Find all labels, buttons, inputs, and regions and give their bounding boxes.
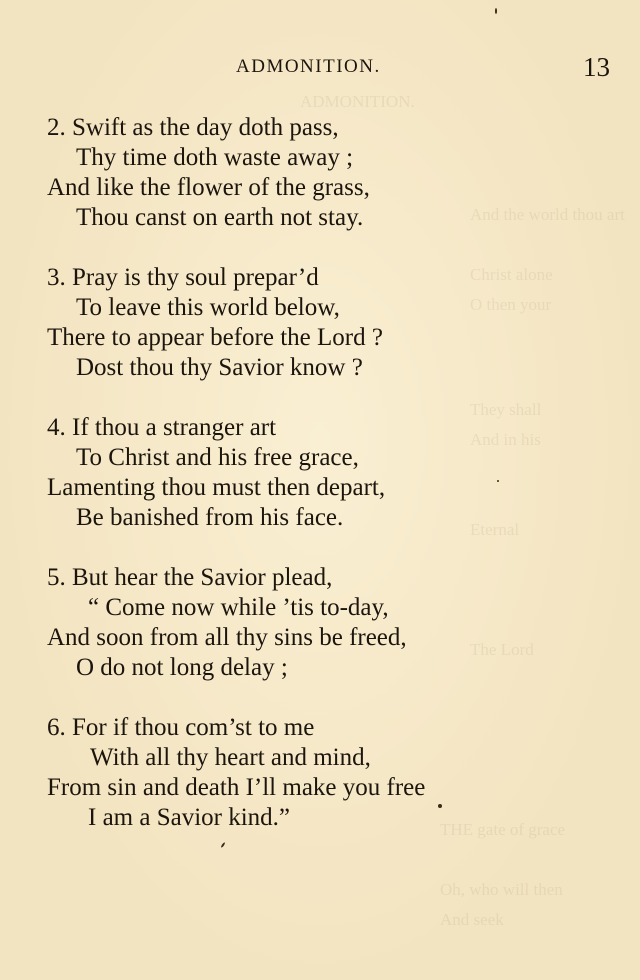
verse-line: Dost thou thy Savior know ? [76, 354, 363, 381]
bleed-through-texture: ADMONITION. And the world thou art Christ alone O then your They shall And in his Eternal The Lord THE gate of grace Oh, who will then And seek [300, 92, 625, 929]
verse-line: And soon from all thy sins be freed, [47, 624, 407, 651]
verse-line: I am a Savior kind.” [88, 804, 291, 831]
verse-line: And like the flower of the grass, [47, 174, 370, 201]
verse-line: To Christ and his free grace, [76, 444, 359, 471]
verse-line: There to appear before the Lord ? [47, 324, 383, 351]
verse-line: With all thy heart and mind, [90, 744, 371, 771]
verse-line: To leave this world below, [76, 294, 340, 321]
verse-line: 3. Pray is thy soul prepar’d [47, 264, 319, 291]
stanza-4 [0, 413, 640, 533]
verse-line: Thy time doth waste away ; [76, 144, 354, 171]
stanza-3 [0, 263, 640, 383]
verse-line: From sin and death I’ll make you free [47, 774, 426, 801]
verse-line: “ Come now while ’tis to-day, [88, 594, 389, 621]
stanza-5 [0, 563, 640, 683]
page-header [0, 52, 640, 86]
verse-line: Thou canst on earth not stay. [76, 204, 364, 231]
stanza-2 [0, 113, 640, 233]
stanza-6 [0, 713, 640, 833]
hymn-text [0, 113, 640, 863]
verse-line: O do not long delay ; [76, 654, 288, 681]
page-number: 13 [583, 52, 610, 82]
verse-line: 2. Swift as the day doth pass, [47, 114, 339, 141]
verse-line: Lamenting thou must then depart, [47, 474, 386, 501]
verse-line: 6. For if thou com’st to me [47, 714, 315, 741]
verse-line: 5. But hear the Savior plead, [47, 564, 333, 591]
running-title: ADMONITION. [236, 56, 381, 77]
verse-line: 4. If thou a stranger art [47, 414, 277, 441]
verse-line: Be banished from his face. [76, 504, 344, 531]
ink-speck [495, 8, 497, 14]
